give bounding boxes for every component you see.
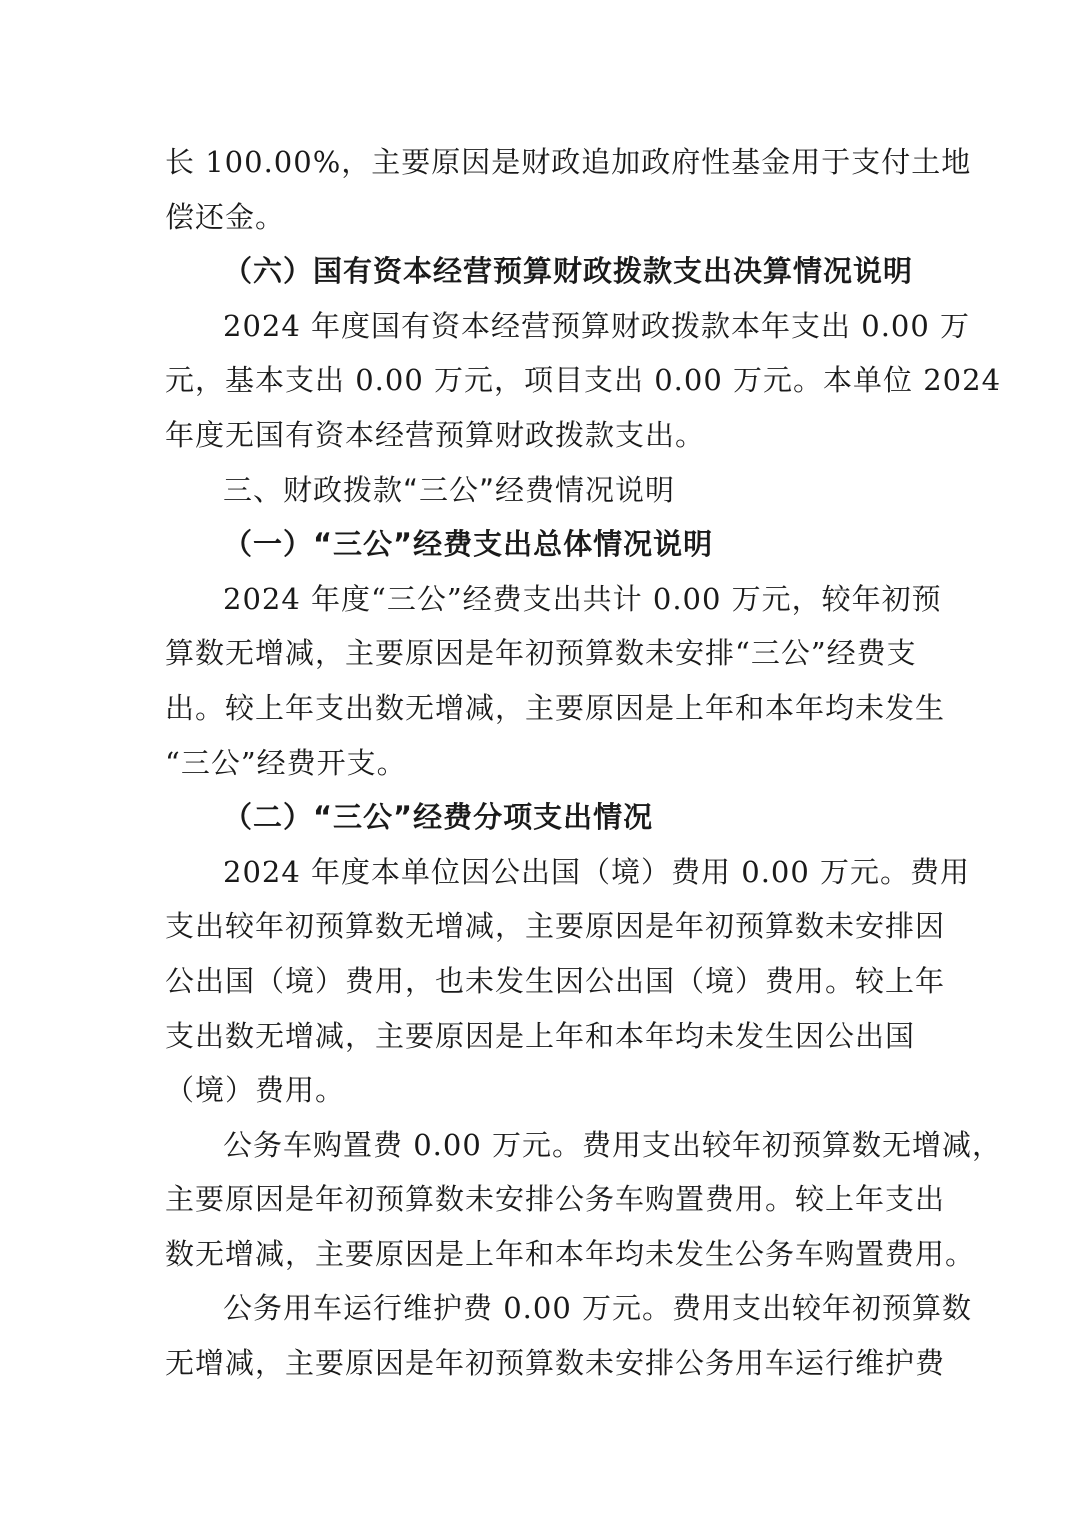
paragraph-line: 公务用车运行维护费 0.00 万元。费用支出较年初预算数 [223, 1291, 973, 1326]
paragraph-line: “三公”经费开支。 [165, 745, 407, 780]
paragraph [165, 1281, 973, 1390]
paragraph-line: 算数无增减，主要原因是年初预算数未安排“三公”经费支 [165, 636, 917, 671]
paragraph-line: 支出数无增减，主要原因是上年和本年均未发生因公出国 [165, 1018, 916, 1053]
paragraph-line: 年度无国有资本经营预算财政拨款支出。 [165, 417, 706, 452]
subsection-heading: （一）“三公”经费支出总体情况说明 [223, 527, 714, 562]
paragraph-line: 公出国（境）费用，也未发生因公出国（境）费用。较上年 [165, 963, 946, 998]
paragraph [165, 845, 971, 1118]
subsection-heading: （六）国有资本经营预算财政拨款支出决算情况说明 [223, 254, 914, 289]
paragraph-line: 2024 年度国有资本经营预算财政拨款本年支出 0.00 万 [223, 308, 971, 343]
subsection-heading: （二）“三公”经费分项支出情况 [223, 800, 654, 835]
paragraph-line: （境）费用。 [165, 1073, 346, 1108]
paragraph-line: 偿还金。 [165, 199, 286, 234]
paragraph-line: 主要原因是年初预算数未安排公务车购置费用。较上年支出 [165, 1182, 946, 1217]
paragraph-line: 长 100.00%，主要原因是财政追加政府性基金用于支付土地 [165, 145, 972, 179]
paragraph-line: 元，基本支出 0.00 万元，项目支出 0.00 万元。本单位 2024 [165, 363, 1002, 398]
paragraph [165, 572, 946, 790]
paragraph-line: 无增减，主要原因是年初预算数未安排公务用车运行维护费 [165, 1346, 946, 1381]
paragraph-line: 支出较年初预算数无增减，主要原因是年初预算数未安排因 [165, 909, 946, 944]
paragraph-line: 2024 年度“三公”经费支出共计 0.00 万元，较年初预 [223, 581, 942, 616]
paragraph-line: 出。较上年支出数无增减，主要原因是上年和本年均未发生 [165, 690, 946, 725]
paragraph-line: 公务车购置费 0.00 万元。费用支出较年初预算数无增减， [223, 1127, 1003, 1162]
section-heading: 三、财政拨款“三公”经费情况说明 [223, 472, 676, 507]
paragraph [165, 299, 1002, 463]
document-page [165, 135, 1003, 1391]
paragraph [165, 135, 972, 244]
paragraph-line: 数无增减，主要原因是上年和本年均未发生公务车购置费用。 [165, 1236, 976, 1271]
paragraph [165, 1118, 1003, 1282]
paragraph-line: 2024 年度本单位因公出国（境）费用 0.00 万元。费用 [223, 854, 971, 889]
